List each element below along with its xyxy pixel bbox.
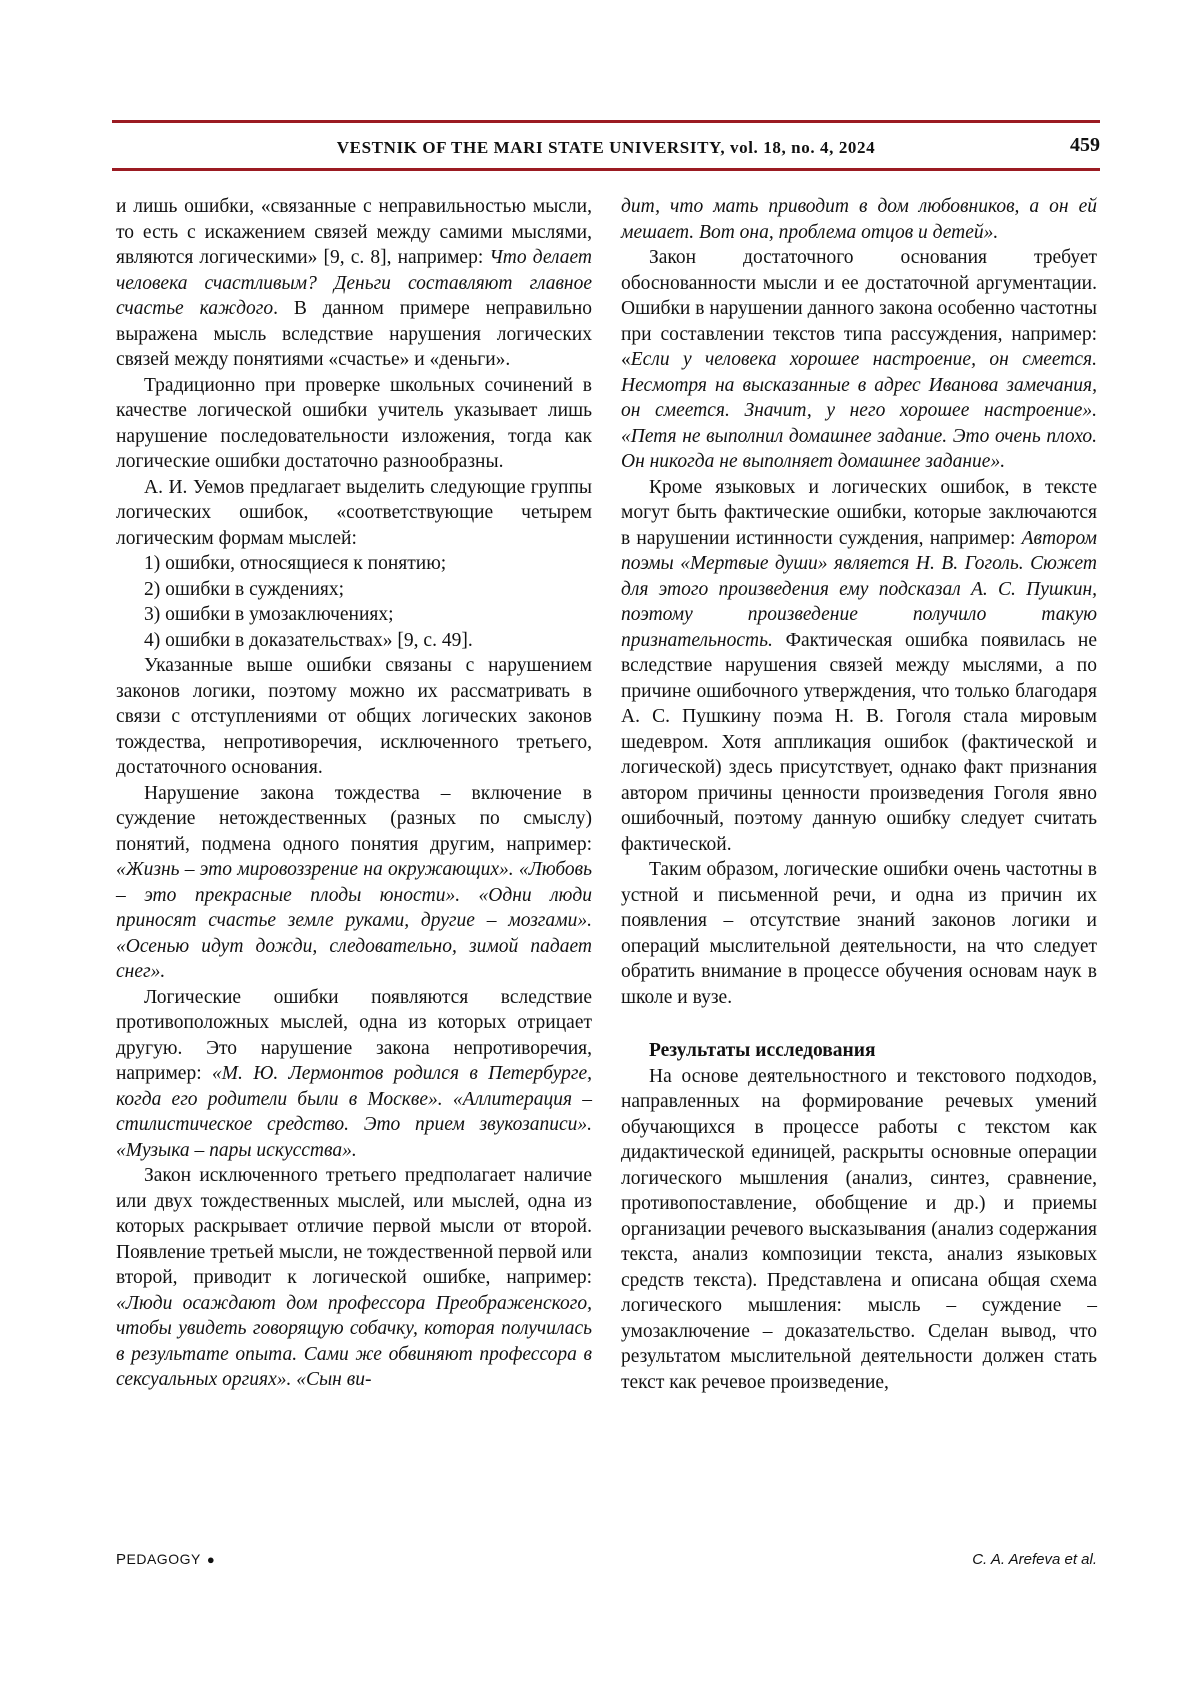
paragraph: Логические ошибки появляются вследствие противоположных мыслей, одна из которых отрицает другую. Это нарушение закона непротиворечия, например: «М. Ю. Лермонтов родился в Петербурге, когда его родители были в Москве». «Аллитерация – стилистическое средство. Это прием звукозаписи». «Музыка – пары искусства».: [116, 986, 592, 1161]
paragraph: Таким образом, логические ошибки очень частотны в устной и письменной речи, и одна из причин их появления – отсутствие знаний законов логики и операций мыслительной деятельности, на что следует обратить внимание в процессе обучения основам наук в школе и вузе.: [621, 859, 1097, 1008]
paragraph: дит, что мать приводит в дом любовников, а он ей мешает. Вот она, проблема отцов и детей».: [621, 196, 1097, 243]
list-item: 2) ошибки в суждениях;: [144, 578, 345, 600]
paragraph: Закон достаточного основания требует обоснованности мысли и ее достаточной аргументации. Ошибки в нарушении данного закона особенно частотны при составлении текстов типа рассуждения, например: «Если у человека хорошее настроение, он смеется. Несмотря на высказанные в адрес Иванова замечания, он смеется. Значит, у него хорошее настроение». «Петя не выполнил домашнее задание. Это очень плохо. Он никогда не выполняет домашнее задание».: [621, 247, 1097, 472]
paragraph: Традиционно при проверке школьных сочинений в качестве логической ошибки учитель указывает лишь нарушение последовательности изложения, тогда как логические ошибки достаточно разнообразны.: [116, 374, 592, 472]
journal-title: VESTNIK OF THE MARI STATE UNIVERSITY, vol. 18, no. 4, 2024: [336, 138, 876, 157]
paragraph: Нарушение закона тождества – включение в суждение нетождественных (разных по смыслу) понятий, подмена одного понятия другим, например: «Жизнь – это мировоззрение на окружающих». «Любовь – это прекрасные плоды юности». «Одни люди приносят счастье земле руками, другие – мозгами». «Осенью идут дожди, следовательно, зимой падает снег».: [116, 782, 592, 982]
list-item: 4) ошибки в доказательствах» [9, с. 49].: [144, 629, 473, 651]
paragraph: Кроме языковых и логических ошибок, в тексте могут быть фактические ошибки, которые заключаются в нарушении истинности суждения, например: Автором поэмы «Мертвые души» является Н. В. Гоголь. Сюжет для этого произведения ему подсказал А. С. Пушкин, поэтому произведение получило такую признательность. Фактическая ошибка появилась не вследствие нарушения связей между мыслями, а по причине ошибочного утверждения, что только благодаря А. С. Пушкину поэма Н. В. Гоголя стала мировым шедевром. Хотя аппликация ошибок (фактической и логической) здесь присутствует, однако факт признания автором причины ценности произведения Гоголя явно ошибочный, поэтому данную ошибку следует считать фактической.: [621, 476, 1097, 855]
list-item: 3) ошибки в умозаключениях;: [144, 604, 394, 625]
footer-authors: C. A. Arefeva et al.: [972, 1551, 1097, 1568]
list-item: 1) ошибки, относящиеся к понятию;: [144, 553, 447, 574]
left-column: [116, 194, 592, 1393]
error-groups-list: [116, 551, 592, 653]
paragraph: Закон исключенного третьего предполагает наличие или двух тождественных мыслей, или мыслей, одна из которых раскрывает отличие первой мысли от второй. Появление третьей мысли, не тождественной первой или второй, приводит к логической ошибке, например: «Люди осаждают дом профессора Преображенского, чтобы увидеть говорящую собачку, которая получилась в результате опыта. Сами же обвиняют профессора в сексуальных оргиях». «Сын ви-: [116, 1165, 592, 1390]
right-column: [621, 194, 1097, 1395]
paragraph: Указанные выше ошибки связаны с нарушением законов логики, поэтому можно их рассматривать в связи с отступлениями от общих логических законов тождества, непротиворечия, исключенного третьего, достаточного основания.: [116, 655, 592, 778]
header-rule-bottom: [112, 168, 1100, 171]
paragraph: А. И. Уемов предлагает выделить следующие группы логических ошибок, «соответствующие четырем логическим формам мыслей:: [116, 476, 592, 549]
section-title: Результаты исследования: [649, 1040, 876, 1061]
page-number: 459: [1070, 134, 1100, 156]
header-rule-top: [112, 120, 1100, 123]
paragraph: и лишь ошибки, «связанные с неправильностью мысли, то есть с искажением связей между самими мыслями, являются логическими» [9, с. 8], например: Что делает человека счастливым? Деньги составляют главное счастье каждого. В данном примере неправильно выражена мысль вследствие нарушения логических связей между понятиями «счастье» и «деньги».: [116, 196, 593, 370]
bullet-icon: ●: [206, 1552, 216, 1567]
footer-section: PEDAGOGY ●: [116, 1551, 216, 1568]
paragraph: На основе деятельностного и текстового подходов, направленных на формирование речевых умений обучающихся в процессе работы с текстом как дидактической единицей, раскрыты основные операции логического мышления (анализ, синтез, сравнение, противопоставление, обобщение и др.) и приемы организации речевого высказывания (анализ содержания текста, анализ композиции текста, анализ языковых средств текста). Представлена и описана общая схема логического мышления: мысль – суждение – умозаключение – доказательство. Сделан вывод, что результатом мыслительной деятельности должен стать текст как речевое произведение,: [621, 1065, 1097, 1393]
